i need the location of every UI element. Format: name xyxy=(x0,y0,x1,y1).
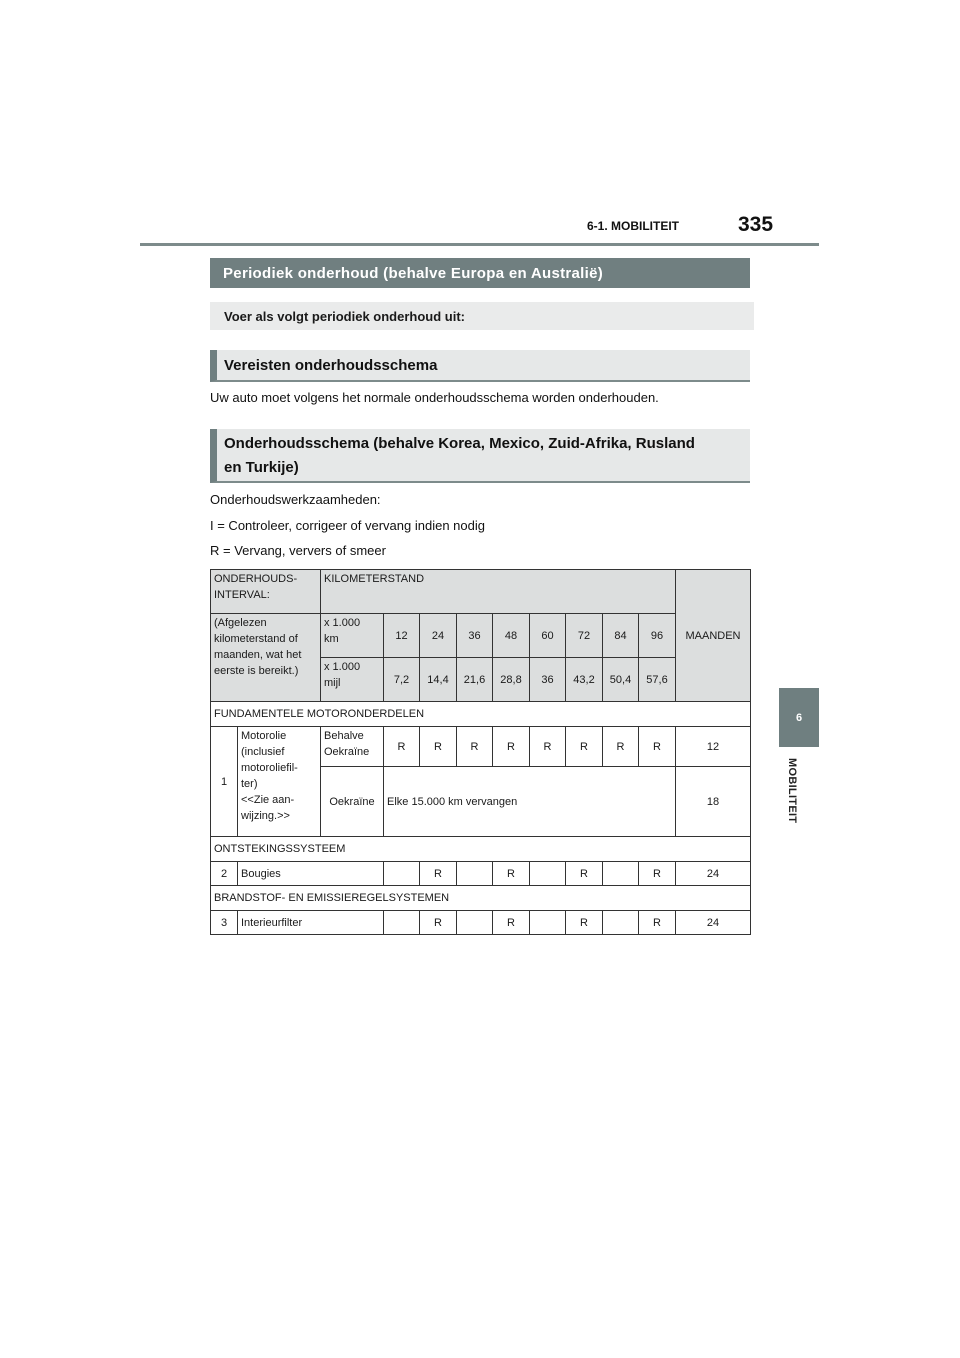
km-value: 96 xyxy=(639,614,676,658)
legend-i: I = Controleer, corrigeer of vervang indien nodig xyxy=(210,518,485,533)
category-row xyxy=(211,886,751,911)
category-row xyxy=(211,837,751,862)
months-header: MAANDEN xyxy=(676,570,751,702)
row-number: 1 xyxy=(211,727,238,837)
km-value: 36 xyxy=(457,614,493,658)
schedule-cell: R xyxy=(639,862,676,886)
item-cabin-filter: Interieurfilter xyxy=(238,911,384,935)
schedule-cell xyxy=(603,911,639,935)
schedule-heading-line1: Onderhoudsschema (behalve Korea, Mexico, Zuid-Afrika, Rusland xyxy=(224,435,695,452)
table-row xyxy=(211,614,751,658)
schedule-cell: R xyxy=(530,727,566,767)
chapter-label: MOBILITEIT xyxy=(786,758,798,824)
table-row xyxy=(211,911,751,935)
item-oil: Motorolie (inclusief motoroliefil- ter) <<Zie aan- wijzing.>> xyxy=(238,727,321,837)
table-row xyxy=(211,862,751,886)
schedule-cell xyxy=(457,862,493,886)
schedule-cell xyxy=(603,862,639,886)
main-heading: Periodiek onderhoud (behalve Europa en Australië) xyxy=(210,258,750,288)
table-row xyxy=(211,570,751,614)
chapter-tab xyxy=(779,688,819,747)
schedule-cell: R xyxy=(603,727,639,767)
section-title: 6-1. MOBILITEIT xyxy=(587,219,680,233)
schedule-cell: R xyxy=(566,862,603,886)
row-number: 3 xyxy=(211,911,238,935)
requirements-heading: Vereisten onderhoudsschema xyxy=(210,350,750,382)
mile-value: 21,6 xyxy=(457,658,493,702)
schedule-heading-line2: en Turkije) xyxy=(224,459,299,476)
schedule-cell: R xyxy=(420,727,457,767)
mile-value: 57,6 xyxy=(639,658,676,702)
category-engine: FUNDAMENTELE MOTORONDERDELEN xyxy=(211,702,751,727)
legend-r: R = Vervang, ververs of smeer xyxy=(210,543,386,558)
table-row xyxy=(211,727,751,767)
region-except-ukraine: Behalve Oekraïne xyxy=(321,727,384,767)
schedule-cell: R xyxy=(420,862,457,886)
mile-value: 36 xyxy=(530,658,566,702)
schedule-cell xyxy=(384,911,420,935)
ukraine-note: Elke 15.000 km vervangen xyxy=(384,767,676,837)
mile-value: 14,4 xyxy=(420,658,457,702)
km-value: 60 xyxy=(530,614,566,658)
reading-note: (Afgelezen kilometerstand of maanden, wat het eerste is bereikt.) xyxy=(211,614,321,702)
schedule-cell xyxy=(384,862,420,886)
mile-value: 28,8 xyxy=(493,658,530,702)
schedule-cell: R xyxy=(420,911,457,935)
km-stand-header: KILOMETERSTAND xyxy=(321,570,676,614)
requirements-text: Uw auto moet volgens het normale onderhoudsschema worden onderhouden. xyxy=(210,390,659,405)
schedule-cell xyxy=(457,911,493,935)
months-cell: 12 xyxy=(676,727,751,767)
km-value: 24 xyxy=(420,614,457,658)
months-cell: 24 xyxy=(676,862,751,886)
schedule-cell: R xyxy=(493,727,530,767)
km-value: 84 xyxy=(603,614,639,658)
page-number: 335 xyxy=(738,213,774,236)
schedule-heading xyxy=(210,429,750,483)
schedule-cell: R xyxy=(566,727,603,767)
maintenance-table xyxy=(210,569,751,935)
mile-value: 50,4 xyxy=(603,658,639,702)
chapter-number: 6 xyxy=(795,711,803,724)
schedule-cell xyxy=(530,862,566,886)
category-row xyxy=(211,702,751,727)
schedule-cell: R xyxy=(566,911,603,935)
km-value: 72 xyxy=(566,614,603,658)
mile-unit: x 1.000 mijl xyxy=(321,658,384,702)
item-spark-plugs: Bougies xyxy=(238,862,384,886)
region-ukraine: Oekraïne xyxy=(321,767,384,837)
mile-value: 7,2 xyxy=(384,658,420,702)
header-divider xyxy=(140,243,819,246)
km-value: 12 xyxy=(384,614,420,658)
mile-value: 43,2 xyxy=(566,658,603,702)
months-cell: 24 xyxy=(676,911,751,935)
row-number: 2 xyxy=(211,862,238,886)
schedule-cell xyxy=(530,911,566,935)
km-unit: x 1.000 km xyxy=(321,614,384,658)
months-cell: 18 xyxy=(676,767,751,837)
schedule-cell: R xyxy=(493,911,530,935)
category-ignition: ONTSTEKINGSSYSTEEM xyxy=(211,837,751,862)
schedule-cell: R xyxy=(384,727,420,767)
intro-text: Voer als volgt periodiek onderhoud uit: xyxy=(210,302,754,330)
schedule-cell: R xyxy=(639,911,676,935)
category-fuel: BRANDSTOF- EN EMISSIEREGELSYSTEMEN xyxy=(211,886,751,911)
schedule-cell: R xyxy=(457,727,493,767)
schedule-cell: R xyxy=(493,862,530,886)
work-title: Onderhoudswerkzaamheden: xyxy=(210,492,381,507)
interval-label: ONDERHOUDS- INTERVAL: xyxy=(211,570,321,614)
schedule-cell: R xyxy=(639,727,676,767)
km-value: 48 xyxy=(493,614,530,658)
